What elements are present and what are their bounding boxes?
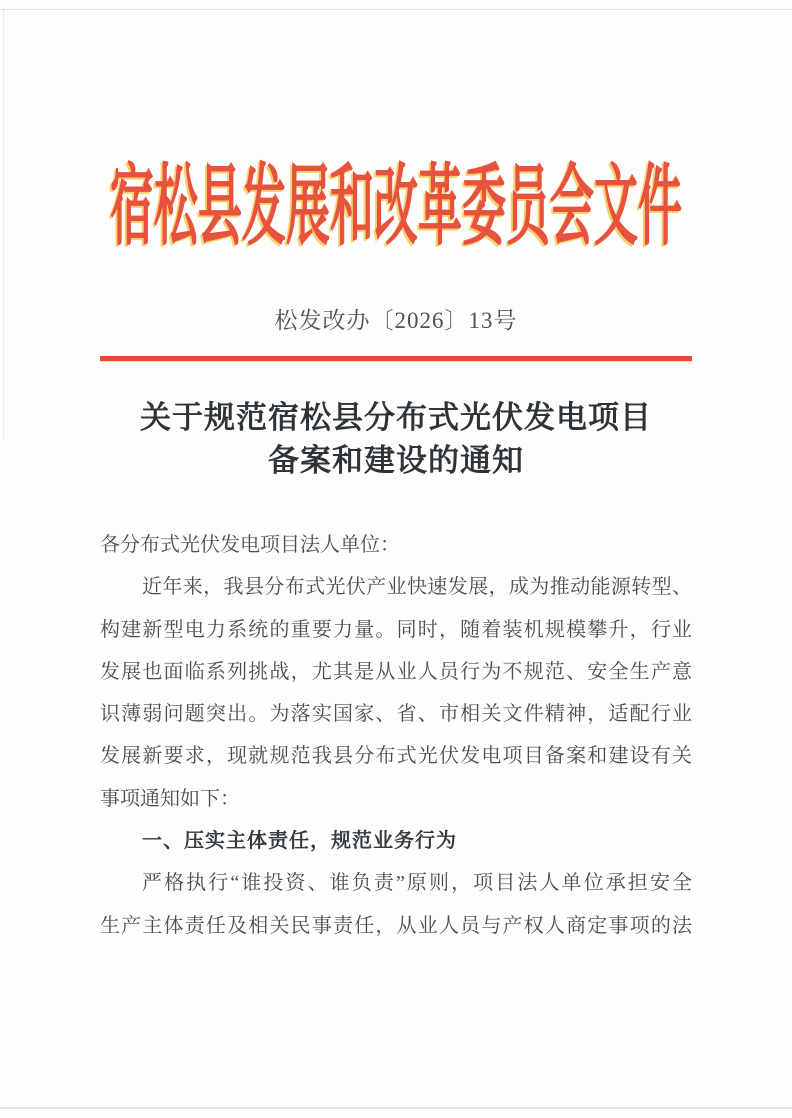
salutation-line: 各分布式光伏发电项目法人单位： bbox=[100, 534, 400, 556]
document-title bbox=[0, 396, 792, 482]
body-line: 发展也面临系列挑战，尤其是从业人员行为不规范、安全生产意 bbox=[100, 660, 692, 683]
doc-number: 松发改办〔2026〕13号 bbox=[274, 308, 518, 333]
body-line: 生产主体责任及相关民事责任，从业人员与产权人商定事项的法 bbox=[100, 914, 692, 937]
letterhead bbox=[0, 150, 792, 257]
body-line: 近年来，我县分布式光伏产业快速发展，成为推动能源转型、 bbox=[142, 576, 692, 599]
body-line: 构建新型电力系统的重要力量。同时，随着装机规模攀升，行业 bbox=[100, 618, 692, 641]
body-line: 识薄弱问题突出。为落实国家、省、市相关文件精神，适配行业 bbox=[100, 703, 692, 726]
letterhead-org-title: 宿松县发展和改革委员会文件 bbox=[110, 157, 682, 257]
scan-edge-top bbox=[0, 9, 792, 10]
document-title-line1: 关于规范宿松县分布式光伏发电项目 bbox=[140, 400, 652, 435]
body-line: 发展新要求，现就规范我县分布式光伏发电项目备案和建设有关 bbox=[100, 745, 692, 768]
body-line: 事项通知如下： bbox=[100, 787, 240, 810]
section-heading: 一、压实主体责任，规范业务行为 bbox=[142, 830, 457, 853]
document-title-line2: 备案和建设的通知 bbox=[268, 443, 524, 478]
document-body bbox=[100, 524, 692, 947]
scan-edge-bottom bbox=[0, 1107, 792, 1109]
red-divider-rule bbox=[100, 356, 692, 361]
body-line: 严格执行“谁投资、谁负责”原则，项目法人单位承担安全 bbox=[142, 872, 692, 895]
